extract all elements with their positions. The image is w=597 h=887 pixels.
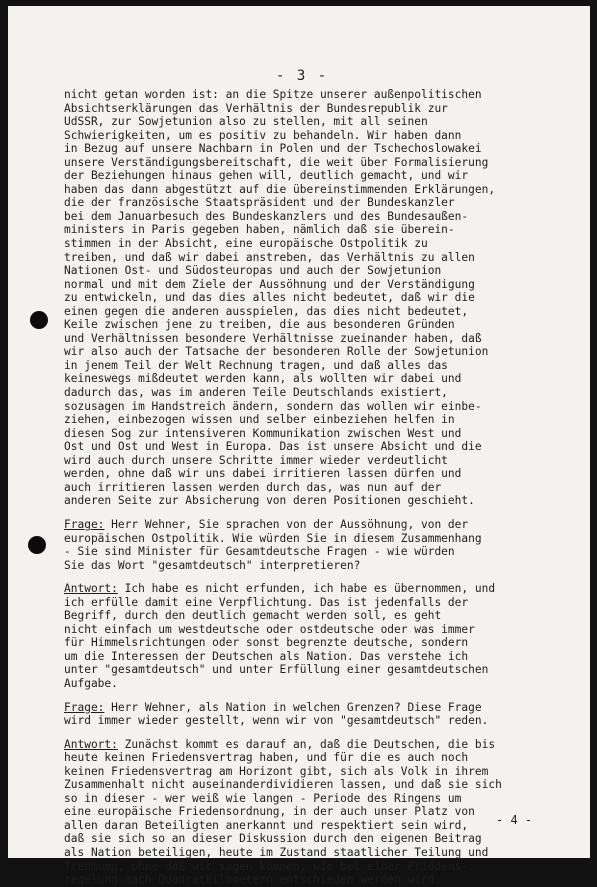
text-line bbox=[64, 582, 558, 596]
page-number: - 3 - bbox=[276, 68, 329, 84]
qa-answer-2 bbox=[64, 738, 558, 887]
text-line: um die Interessen der Deutschen als Nation. Das verstehe ich bbox=[64, 649, 469, 663]
qa-question-2 bbox=[64, 701, 558, 728]
line-text: Herr Wehner, als Nation in welchen Grenzen? Diese Frage bbox=[104, 700, 482, 714]
text-line: europäischen Ostpolitik. Wie würden Sie in diesem Zusammenhang bbox=[64, 531, 482, 545]
paragraph-intro bbox=[64, 88, 558, 508]
text-line: wird auch durch unsere Schritte immer wieder verdeutlicht bbox=[64, 453, 448, 467]
text-line: Absichtserklärungen das Verhältnis der Bundesrepublik zur bbox=[64, 101, 448, 115]
text-line: Schwierigkeiten, um es positiv zu behandeln. Wir haben dann bbox=[64, 128, 462, 142]
text-line: regelung nach Quadratkilometern entschieden werden wird. bbox=[64, 873, 442, 887]
text-line: sozusagen im Handstreich ändern, sondern das wollen wir einbe- bbox=[64, 399, 482, 413]
text-line: als Nation beteiligen, heute im Zustand staatlicher Teilung und bbox=[64, 845, 489, 859]
text-line: Begriff, durch den deutlich gemacht werden soll, es geht bbox=[64, 609, 442, 623]
text-line: bei dem Januarbesuch des Bundeskanzlers und des Bundesaußen- bbox=[64, 209, 469, 223]
speaker-label: Frage: bbox=[64, 517, 105, 531]
text-line: einen gegen die anderen ausspielen, das dies nicht bedeutet, bbox=[64, 304, 469, 318]
text-line: ich erfülle damit eine Verpflichtung. Das ist jedenfalls der bbox=[64, 595, 469, 609]
text-line: unsere Verständigungsbereitschaft, die weit über Formalisierung bbox=[64, 155, 489, 169]
text-line: der Beziehungen hinaus gehen will, deutlich gemacht, und wir bbox=[64, 169, 469, 183]
text-line: Nationen Ost- und Südosteuropas und auch der Sowjetunion bbox=[64, 264, 442, 278]
text-line: normal und mit dem Ziele der Aussöhnung und der Verständigung bbox=[64, 277, 475, 291]
text-line: Aufgabe. bbox=[64, 676, 118, 690]
text-line bbox=[64, 738, 558, 752]
text-line: werden, ohne daß wir uns dabei irritieren lassen dürfen und bbox=[64, 467, 462, 481]
qa-answer-1 bbox=[64, 582, 558, 690]
paragraph-gap bbox=[64, 572, 558, 582]
text-line: Keile zwischen jene zu treiben, die aus besonderen Gründen bbox=[64, 318, 455, 332]
text-line: stimmen in der Absicht, eine europäische Ostpolitik zu bbox=[64, 237, 428, 251]
text-line: dadurch das, was im anderen Teile Deutschlands existiert, bbox=[64, 386, 448, 400]
text-line: UdSSR, zur Sowjetunion also zu stellen, mit all seinen bbox=[64, 115, 428, 129]
paragraph-gap bbox=[64, 508, 558, 518]
text-line: ministers in Paris gegeben haben, nämlich daß sie überein- bbox=[64, 223, 455, 237]
paragraph-gap bbox=[64, 691, 558, 701]
document-page bbox=[8, 6, 590, 887]
text-line: nicht getan worden ist: an die Spitze unserer außenpolitischen bbox=[64, 88, 482, 101]
text-line bbox=[64, 518, 558, 532]
text-line: für Himmelsrichtungen oder sonst begrenzte deutsche, sondern bbox=[64, 636, 469, 650]
text-line: so in dieser - wer weiß wie langen - Periode des Ringens um bbox=[64, 791, 462, 805]
text-line: keineswegs mißdeutet werden kann, als wollten wir dabei und bbox=[64, 372, 462, 386]
text-line: in jenem Teil der Welt Rechnung tragen, und daß alles das bbox=[64, 358, 448, 372]
text-line: haben das dann abgestützt auf die übereinstimmenden Erklärungen, bbox=[64, 182, 496, 196]
qa-question-1 bbox=[64, 518, 558, 572]
text-line: eine europäische Friedensordnung, in der auch unser Platz von bbox=[64, 805, 475, 819]
text-line: nicht einfach um westdeutsche oder ostdeutsche oder was immer bbox=[64, 622, 475, 636]
text-line: Zusammenhalt nicht auseinanderdividieren lassen, und daß sie sich bbox=[64, 778, 502, 792]
text-line: und Verhältnissen besondere Verhältnisse zueinander haben, daß bbox=[64, 331, 482, 345]
text-line: Trennung, ohne daß wir sagen können, wie bei einer Friedens- bbox=[64, 859, 469, 873]
text-line: unter "gesamtdeutsch" und unter Erfüllung einer gesamtdeutschen bbox=[64, 663, 489, 677]
text-line: - Sie sind Minister für Gesamtdeutsche Fragen - wie würden bbox=[64, 545, 455, 559]
punch-hole-upper bbox=[30, 311, 48, 329]
text-line: die der französische Staatspräsident und der Bundeskanzler bbox=[64, 196, 455, 210]
text-line: diesen Sog zur intensiveren Kommunikation zwischen West und bbox=[64, 426, 462, 440]
text-line bbox=[64, 701, 558, 715]
text-line: auch irritieren lassen werden durch das, was nun auf der bbox=[64, 480, 442, 494]
text-line: in Bezug auf unsere Nachbarn in Polen und der Tschechoslowakei bbox=[64, 142, 482, 156]
text-line: zu entwickeln, und das dies alles nicht bedeutet, daß wir die bbox=[64, 291, 475, 305]
punch-hole-lower bbox=[28, 536, 46, 554]
line-text: Herr Wehner, Sie sprachen von der Aussöhnung, von der bbox=[104, 517, 469, 531]
text-line: Sie das Wort "gesamtdeutsch" interpretieren? bbox=[64, 558, 361, 572]
text-line: anderen Seite zur Absicherung von deren Positionen geschieht. bbox=[64, 494, 475, 508]
speaker-label: Antwort: bbox=[64, 737, 118, 751]
text-line: wird immer wieder gestellt, wenn wir von "gesamtdeutsch" reden. bbox=[64, 714, 489, 728]
document-body bbox=[64, 88, 558, 887]
text-line: keinen Friedensvertrag am Horizont gibt, sich als Volk in ihrem bbox=[64, 764, 489, 778]
text-line: daß sie sich so an dieser Diskussion durch den eigenen Beitrag bbox=[64, 832, 482, 846]
paragraph-gap bbox=[64, 728, 558, 738]
text-line: allen daran Beteiligten anerkannt und respektiert sein wird, bbox=[64, 818, 469, 832]
text-line: wir also auch der Tatsache der besonderen Rolle der Sowjetunion bbox=[64, 345, 489, 359]
text-line: heute keinen Friedensvertrag haben, und für die es auch noch bbox=[64, 751, 469, 765]
speaker-label: Frage: bbox=[64, 700, 105, 714]
text-line: treiben, und daß wir dabei anstreben, das Verhältnis zu allen bbox=[64, 250, 475, 264]
line-text: Zunächst kommt es darauf an, daß die Deutschen, die bis bbox=[117, 737, 496, 751]
text-line: ziehen, einbezogen wissen und selber einbeziehen helfen in bbox=[64, 413, 455, 427]
next-page-marker: - 4 - bbox=[496, 813, 533, 827]
line-text: Ich habe es nicht erfunden, ich habe es übernommen, und bbox=[117, 582, 496, 596]
speaker-label: Antwort: bbox=[64, 582, 118, 596]
text-line: Ost und Ost und West in Europa. Das ist unsere Absicht und die bbox=[64, 440, 482, 454]
